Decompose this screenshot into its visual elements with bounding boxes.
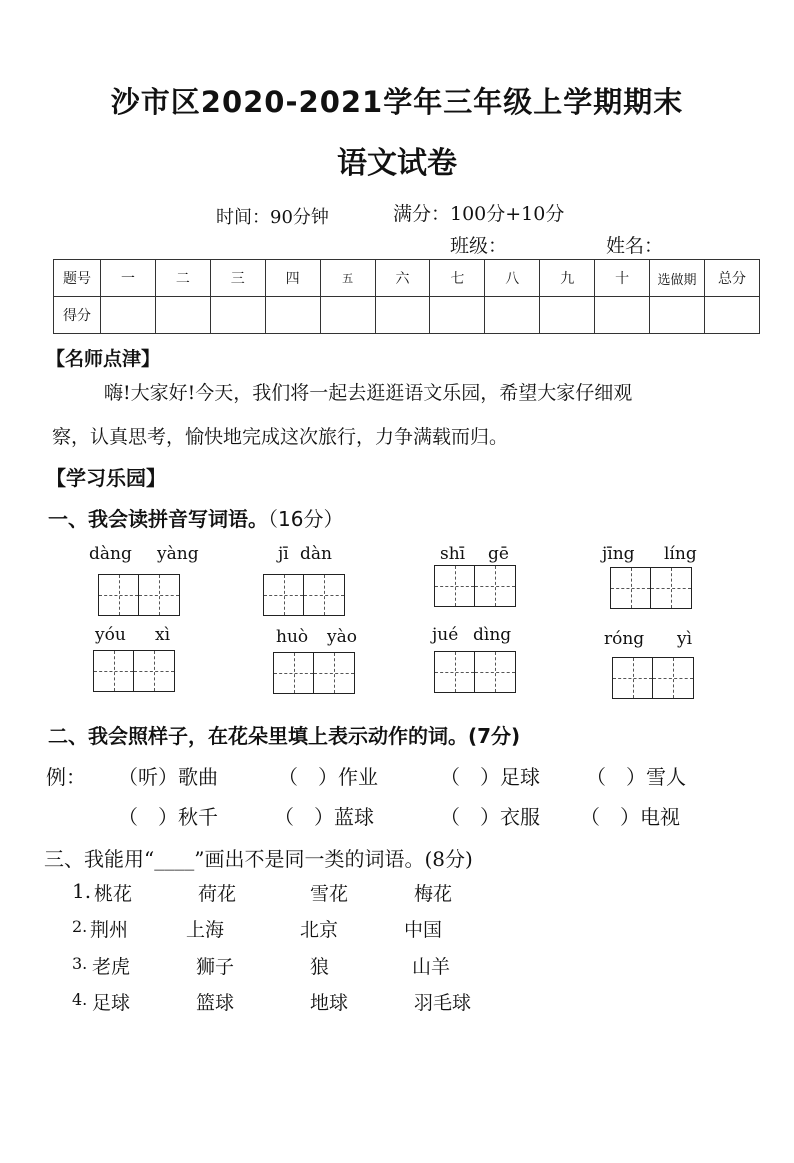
pinyin: yì xyxy=(677,629,693,649)
score-column-header: 十 xyxy=(595,260,650,297)
word-option[interactable]: 羽毛球 xyxy=(414,992,472,1014)
phrase-item[interactable]: （ ）电视 xyxy=(580,805,680,829)
score-cell[interactable] xyxy=(265,297,320,334)
score-column-header: 选做期 xyxy=(650,260,705,297)
score-column-header: 八 xyxy=(485,260,540,297)
exam-full-score: 满分：100分+10分 xyxy=(393,203,565,225)
word-option[interactable]: 狮子 xyxy=(196,956,235,978)
pinyin: jué xyxy=(432,625,459,645)
phrase-item[interactable]: （ ）足球 xyxy=(440,765,540,789)
phrase-item[interactable]: （ ）蓝球 xyxy=(274,805,374,829)
item-number: 4. xyxy=(72,990,88,1009)
writing-grid[interactable] xyxy=(434,651,516,693)
item-number: 2. xyxy=(72,917,88,936)
pinyin: gē xyxy=(488,544,509,564)
pinyin: líng xyxy=(664,544,697,564)
score-column-header: 四 xyxy=(265,260,320,297)
score-column-header: 七 xyxy=(430,260,485,297)
word-option[interactable]: 雪花 xyxy=(310,883,349,905)
phrase-item[interactable]: （ ）秋千 xyxy=(118,805,218,829)
score-column-header: 六 xyxy=(375,260,430,297)
learning-section-heading: 【学习乐园】 xyxy=(46,466,166,490)
word-option[interactable]: 老虎 xyxy=(92,956,131,978)
score-table xyxy=(53,259,760,334)
word-option[interactable]: 桃花 xyxy=(94,883,133,905)
word-option[interactable]: 山羊 xyxy=(412,956,451,978)
question-number-label: 题号 xyxy=(54,260,101,297)
word-option[interactable]: 篮球 xyxy=(196,992,235,1014)
score-cell[interactable] xyxy=(704,297,759,334)
name-field-label: 姓名： xyxy=(606,235,664,257)
score-table-header-row xyxy=(54,260,760,297)
exam-time: 时间：90分钟 xyxy=(216,207,329,228)
score-column-header: 九 xyxy=(540,260,595,297)
score-column-header: 五 xyxy=(320,260,375,297)
intro-text-line2: 察，认真思考，愉快地完成这次旅行，力争满载而归。 xyxy=(52,426,509,448)
writing-grid[interactable] xyxy=(434,565,516,607)
score-table-score-row xyxy=(54,297,760,334)
item-number: 1. xyxy=(72,879,92,903)
word-option[interactable]: 狼 xyxy=(310,956,330,978)
score-row-label: 得分 xyxy=(54,297,101,334)
score-cell[interactable] xyxy=(375,297,430,334)
phrase-item: （听）歌曲 xyxy=(118,765,218,789)
pinyin: jī xyxy=(278,544,289,564)
score-cell[interactable] xyxy=(430,297,485,334)
writing-grid[interactable] xyxy=(263,574,345,616)
score-cell[interactable] xyxy=(650,297,705,334)
example-label: 例： xyxy=(46,765,86,789)
pinyin: huò xyxy=(276,627,309,647)
phrase-item[interactable]: （ ）雪人 xyxy=(586,765,686,789)
pinyin: jīng xyxy=(602,544,635,564)
question-2-title: 二、我会照样子，在花朵里填上表示动作的词。(7分) xyxy=(48,724,521,748)
pinyin: yào xyxy=(327,627,357,647)
word-option[interactable]: 梅花 xyxy=(414,883,453,905)
score-column-header: 三 xyxy=(210,260,265,297)
question-3-title: 三、我能用“____”画出不是同一类的词语。(8分) xyxy=(44,847,473,871)
word-option[interactable]: 荆州 xyxy=(90,919,129,941)
score-cell[interactable] xyxy=(485,297,540,334)
question-1-text: 一、我会读拼音写词语。 xyxy=(48,507,268,531)
phrase-item[interactable]: （ ）作业 xyxy=(278,765,378,789)
class-field-label: 班级： xyxy=(450,235,508,257)
writing-grid[interactable] xyxy=(93,650,175,692)
score-cell[interactable] xyxy=(101,297,156,334)
pinyin: dàng xyxy=(89,544,132,564)
intro-heading: 【名师点津】 xyxy=(46,348,161,370)
question-1-title xyxy=(48,503,343,532)
pinyin: yóu xyxy=(95,625,126,645)
exam-title: 沙市区2020-2021学年三年级上学期期末 xyxy=(110,85,684,119)
pinyin: róng xyxy=(604,629,645,649)
score-cell[interactable] xyxy=(540,297,595,334)
word-option[interactable]: 地球 xyxy=(310,992,349,1014)
pinyin: yàng xyxy=(157,544,199,564)
intro-text-line1: 嗨!大家好!今天，我们将一起去逛逛语文乐园，希望大家仔细观 xyxy=(104,382,633,404)
word-option[interactable]: 中国 xyxy=(404,919,443,941)
writing-grid[interactable] xyxy=(98,574,180,616)
score-cell[interactable] xyxy=(595,297,650,334)
word-option[interactable]: 荷花 xyxy=(198,883,237,905)
score-column-header: 总分 xyxy=(704,260,759,297)
pinyin: dàn xyxy=(300,544,332,564)
word-option[interactable]: 足球 xyxy=(92,992,131,1014)
score-cell[interactable] xyxy=(210,297,265,334)
writing-grid[interactable] xyxy=(273,652,355,694)
word-option[interactable]: 北京 xyxy=(300,919,339,941)
item-number: 3. xyxy=(72,954,88,973)
score-column-header: 二 xyxy=(155,260,210,297)
pinyin: shī xyxy=(440,544,466,564)
score-cell[interactable] xyxy=(320,297,375,334)
pinyin: dìng xyxy=(473,625,512,645)
exam-subtitle: 语文试卷 xyxy=(337,146,457,181)
score-cell[interactable] xyxy=(155,297,210,334)
score-column-header: 一 xyxy=(101,260,156,297)
phrase-item[interactable]: （ ）衣服 xyxy=(440,805,540,829)
writing-grid[interactable] xyxy=(612,657,694,699)
pinyin: xì xyxy=(155,625,171,645)
word-option[interactable]: 上海 xyxy=(186,919,225,941)
question-1-score: （16分） xyxy=(268,507,344,531)
writing-grid[interactable] xyxy=(610,567,692,609)
